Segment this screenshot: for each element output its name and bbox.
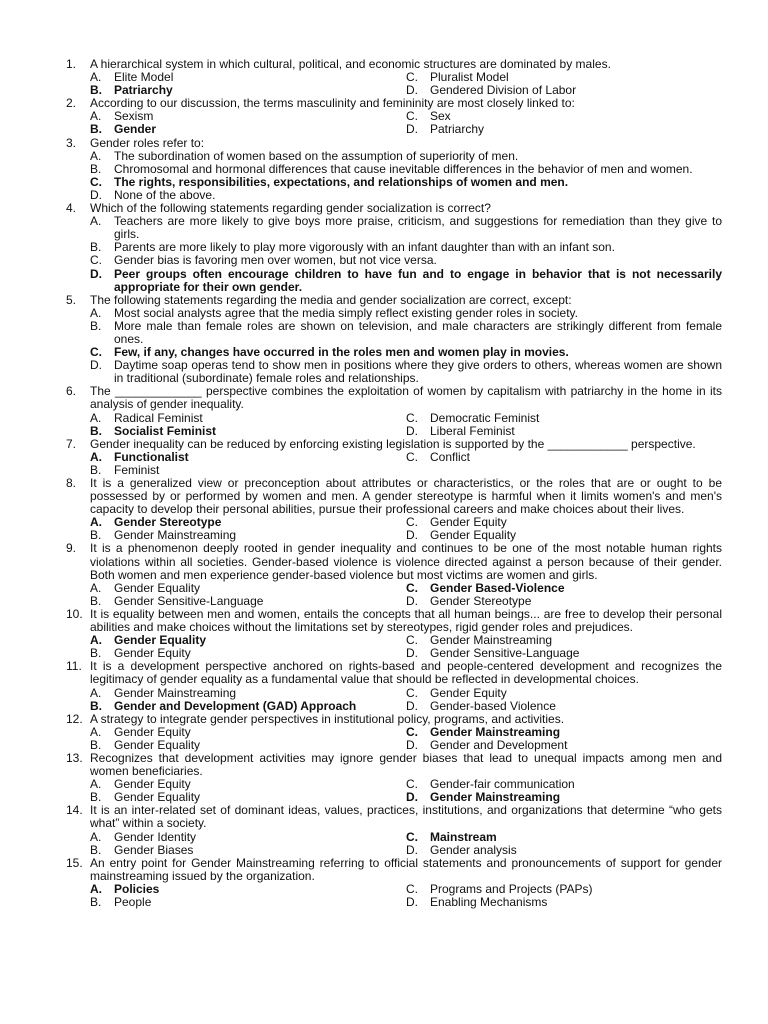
option-letter: A. xyxy=(90,109,102,124)
answer-options xyxy=(90,831,722,857)
option-letter: A. xyxy=(90,685,102,700)
question-number: 9. xyxy=(66,541,77,556)
option-text: Liberal Feminist xyxy=(430,423,515,438)
answer-option-correct xyxy=(406,582,722,595)
option-letter: A. xyxy=(90,633,102,648)
answer-options xyxy=(90,687,722,713)
question-item xyxy=(66,608,722,660)
option-text: Gender-based Violence xyxy=(430,698,556,713)
option-letter: A. xyxy=(90,410,102,425)
answer-options xyxy=(90,215,722,294)
question-body xyxy=(90,58,722,97)
option-letter: C. xyxy=(406,881,418,896)
quiz-document xyxy=(66,58,722,909)
option-letter: A. xyxy=(90,70,102,85)
option-text: Patriarchy xyxy=(430,122,485,137)
option-text: Gender Equity xyxy=(114,724,191,739)
option-letter: B. xyxy=(90,423,102,438)
option-text: Gender Equality xyxy=(114,580,201,595)
option-letter: B. xyxy=(90,842,102,857)
option-letter: A. xyxy=(90,449,102,464)
option-letter: A. xyxy=(90,881,102,896)
question-body xyxy=(90,608,722,660)
answer-options xyxy=(90,582,722,608)
option-text: Gender Based-Violence xyxy=(430,580,565,595)
question-text: The following statements regarding the media and gender socialization are correct, except: xyxy=(90,292,572,307)
question-number: 2. xyxy=(66,96,77,111)
option-text: Gender Sensitive-Language xyxy=(430,646,580,661)
option-text: Gender and Development xyxy=(430,737,568,752)
option-text: Gender Equity xyxy=(430,515,507,530)
answer-options xyxy=(90,778,722,804)
question-body xyxy=(90,752,722,804)
option-text: Most social analysts agree that the media simply reflect existing gender roles in society. xyxy=(114,305,578,320)
option-text: Gender Equity xyxy=(114,646,191,661)
question-item xyxy=(66,660,722,712)
option-letter: B. xyxy=(90,790,102,805)
option-letter: B. xyxy=(90,895,102,909)
option-text: Radical Feminist xyxy=(114,410,203,425)
question-item xyxy=(66,294,722,386)
answer-option xyxy=(406,700,722,713)
option-letter: A. xyxy=(90,580,102,595)
option-letter: C. xyxy=(406,633,418,648)
answer-options xyxy=(90,110,722,136)
option-text: Mainstream xyxy=(430,829,497,844)
question-item xyxy=(66,857,722,909)
option-letter: C. xyxy=(406,777,418,792)
option-text: Gender Equality xyxy=(114,790,201,805)
answer-options xyxy=(90,516,722,542)
question-number: 5. xyxy=(66,292,77,307)
option-text: Gender Equality xyxy=(114,737,201,752)
question-item xyxy=(66,542,722,607)
question-number: 7. xyxy=(66,436,77,451)
option-text: Gender Mainstreaming xyxy=(430,790,561,805)
option-letter: A. xyxy=(90,724,102,739)
question-body xyxy=(90,294,722,386)
option-letter: C. xyxy=(406,449,418,464)
option-text: Parents are more likely to play more vigorously with an infant daughter than with an infant son. xyxy=(114,240,615,255)
option-letter: A. xyxy=(90,829,102,844)
question-body xyxy=(90,804,722,856)
question-body xyxy=(90,438,722,477)
option-letter: D. xyxy=(406,528,418,543)
answer-option xyxy=(90,582,406,595)
option-letter: C. xyxy=(406,515,418,530)
answer-option xyxy=(90,150,722,163)
question-number: 14. xyxy=(66,803,83,818)
question-item xyxy=(66,385,722,437)
option-letter: A. xyxy=(90,148,102,163)
question-item xyxy=(66,438,722,477)
option-text: Daytime soap operas tend to show men in positions where they give orders to others, whereas women are shown in traditional (subordinate) female roles and relationships. xyxy=(114,358,722,386)
option-text: Programs and Projects (PAPs) xyxy=(430,881,593,896)
question-item xyxy=(66,58,722,97)
question-text: Recognizes that development activities may ignore gender biases that lead to unequal impacts among men and women beneficiaries. xyxy=(90,750,722,779)
option-text: Gender Stereotype xyxy=(114,515,222,530)
option-text: Gender Identity xyxy=(114,829,197,844)
option-text: Policies xyxy=(114,881,160,896)
question-number: 3. xyxy=(66,135,77,150)
option-letter: C. xyxy=(406,829,418,844)
answer-option-correct xyxy=(406,726,722,739)
answer-option xyxy=(90,359,722,385)
answer-option xyxy=(90,320,722,346)
option-text: Pluralist Model xyxy=(430,70,509,85)
option-text: Gender and Development (GAD) Approach xyxy=(114,698,357,713)
option-text: Gender Mainstreaming xyxy=(430,633,553,648)
option-text: Enabling Mechanisms xyxy=(430,895,548,909)
question-body xyxy=(90,660,722,712)
option-letter: B. xyxy=(90,462,102,477)
option-text: More male than female roles are shown on television, and male characters are strikingly different from female ones. xyxy=(114,318,722,346)
option-letter: B. xyxy=(90,240,102,255)
option-text: Patriarchy xyxy=(114,83,173,98)
answer-options xyxy=(90,307,722,386)
question-item xyxy=(66,477,722,542)
option-letter: D. xyxy=(406,790,418,805)
question-text: A hierarchical system in which cultural, political, and economic structures are dominated by males. xyxy=(90,57,611,71)
option-letter: D. xyxy=(90,358,102,373)
option-text: Gender Mainstreaming xyxy=(114,528,237,543)
option-letter: B. xyxy=(90,646,102,661)
option-letter: C. xyxy=(90,253,102,268)
option-letter: B. xyxy=(90,737,102,752)
answer-option-correct xyxy=(90,425,406,438)
question-body xyxy=(90,97,722,136)
option-letter: D. xyxy=(406,646,418,661)
answer-option xyxy=(90,412,406,425)
question-text: Gender inequality can be reduced by enforcing existing legislation is supported by the ____________ perspective. xyxy=(90,436,696,451)
option-text: Gender analysis xyxy=(430,842,517,857)
answer-options xyxy=(90,150,722,202)
option-text: Socialist Feminist xyxy=(114,423,217,438)
answer-option xyxy=(90,215,722,241)
option-text: The subordination of women based on the assumption of superiority of men. xyxy=(114,148,519,163)
option-letter: A. xyxy=(90,214,102,229)
option-text: Gender Sensitive-Language xyxy=(114,593,264,608)
option-letter: B. xyxy=(90,593,102,608)
question-text: It is a phenomenon deeply rooted in gender inequality and continues to be one of the most notable human rights violations within all societies. Gender-based violence is violence directed against a person because of their gender. Both women and men experience gender-based violence but most victims are women and girls. xyxy=(90,541,722,582)
question-number: 1. xyxy=(66,57,77,71)
option-text: Peer groups often encourage children to have fun and to engage in behavior that is not necessarily appropriate for their own gender. xyxy=(114,266,722,294)
question-number: 13. xyxy=(66,750,83,765)
option-text: Gender bias is favoring men over women, but not vice versa. xyxy=(114,253,437,268)
option-text: Teachers are more likely to give boys more praise, criticism, and suggestions for remediation than they give to girls. xyxy=(114,214,722,242)
option-letter: C. xyxy=(406,410,418,425)
question-text: An entry point for Gender Mainstreaming referring to official statements and pronouncements of support for gender mainstreaming issued by the organization. xyxy=(90,855,722,883)
option-text: Gendered Division of Labor xyxy=(430,83,577,98)
option-letter: A. xyxy=(90,777,102,792)
answer-option xyxy=(90,307,722,320)
option-letter: B. xyxy=(90,528,102,543)
option-letter: D. xyxy=(90,187,102,202)
option-letter: D. xyxy=(406,842,418,857)
question-text: It is an inter-related set of dominant ideas, values, practices, institutions, and organizations that determine “who gets what” within a society. xyxy=(90,803,722,831)
option-text: Elite Model xyxy=(114,70,174,85)
answer-option xyxy=(90,595,406,608)
option-letter: C. xyxy=(406,580,418,595)
question-body xyxy=(90,477,722,542)
question-number: 10. xyxy=(66,606,83,621)
question-item xyxy=(66,752,722,804)
option-letter: B. xyxy=(90,83,102,98)
option-text: None of the above. xyxy=(114,187,216,202)
option-letter: C. xyxy=(90,345,102,360)
option-text: Functionalist xyxy=(114,449,189,464)
option-letter: C. xyxy=(406,109,418,124)
option-text: Few, if any, changes have occurred in the roles men and women play in movies. xyxy=(114,345,569,360)
answer-option xyxy=(90,896,406,909)
answer-option xyxy=(406,412,722,425)
answer-option xyxy=(406,425,722,438)
option-letter: B. xyxy=(90,161,102,176)
option-letter: D. xyxy=(406,698,418,713)
answer-option-correct xyxy=(406,831,722,844)
option-letter: D. xyxy=(406,423,418,438)
answer-option xyxy=(406,123,722,136)
question-text: The _____________ perspective combines the exploitation of women by capitalism with patriarchy in the home in its analysis of gender inequality. xyxy=(90,384,722,412)
question-text: It is equality between men and women, entails the concepts that all human beings... are free to develop their personal abilities and make choices without the limitations set by stereotypes, rigid gender roles and prejudices. xyxy=(90,606,722,635)
option-text: Gender Mainstreaming xyxy=(114,685,237,700)
question-body xyxy=(90,202,722,294)
answer-option xyxy=(90,726,406,739)
option-letter: B. xyxy=(90,698,102,713)
option-letter: B. xyxy=(90,318,102,333)
option-letter: C. xyxy=(406,70,418,85)
answer-option xyxy=(406,844,722,857)
question-number: 6. xyxy=(66,384,77,399)
option-text: Conflict xyxy=(430,449,471,464)
option-letter: C. xyxy=(90,174,102,189)
option-letter: D. xyxy=(406,737,418,752)
answer-option xyxy=(406,687,722,700)
question-body xyxy=(90,857,722,909)
question-text: It is a generalized view or preconception about attributes or characteristics, or the roles that are or ought to be possessed by or performed by women and men. A gender stereotype is harmful when it limits women's and men's capacity to develop their personal abilities, pursue their professional careers and make choices about their lives. xyxy=(90,476,722,517)
option-letter: B. xyxy=(90,122,102,137)
option-letter: D. xyxy=(90,266,102,281)
answer-option xyxy=(90,831,406,844)
option-text: Sex xyxy=(430,109,451,124)
question-item xyxy=(66,804,722,856)
question-text: Which of the following statements regarding gender socialization is correct? xyxy=(90,201,491,216)
question-body xyxy=(90,137,722,202)
option-letter: D. xyxy=(406,83,418,98)
answer-option xyxy=(90,739,406,752)
option-text: Democratic Feminist xyxy=(430,410,540,425)
option-text: Gender xyxy=(114,122,157,137)
option-text: Chromosomal and hormonal differences that cause inevitable differences in the behavior of men and women. xyxy=(114,161,693,176)
question-number: 8. xyxy=(66,476,77,490)
option-text: Feminist xyxy=(114,462,160,477)
option-letter: A. xyxy=(90,305,102,320)
question-item xyxy=(66,137,722,202)
answer-option-correct xyxy=(90,700,406,713)
question-text: Gender roles refer to: xyxy=(90,135,205,150)
question-item xyxy=(66,202,722,294)
answer-options xyxy=(90,883,722,909)
answer-option xyxy=(406,896,722,909)
answer-options xyxy=(90,412,722,438)
answer-option xyxy=(406,451,722,464)
question-text: It is a development perspective anchored on rights-based and people-centered development and recognizes the legitimacy of gender equality as a fundamental value that should be reflected in developmental choices. xyxy=(90,659,722,687)
option-text: Gender Equality xyxy=(114,633,207,648)
question-text: According to our discussion, the terms masculinity and femininity are most closely linked to: xyxy=(90,96,575,111)
answer-options xyxy=(90,71,722,97)
option-text: Sexism xyxy=(114,109,154,124)
option-text: Gender Equality xyxy=(430,528,517,543)
question-text: A strategy to integrate gender perspectives in institutional policy, programs, and activities. xyxy=(90,711,565,726)
answer-option xyxy=(90,844,406,857)
option-letter: D. xyxy=(406,122,418,137)
answer-options xyxy=(90,726,722,752)
answer-option xyxy=(90,254,722,267)
answer-option xyxy=(406,595,722,608)
question-number: 15. xyxy=(66,855,83,870)
question-item xyxy=(66,713,722,752)
answer-option-correct xyxy=(90,176,722,189)
answer-options xyxy=(90,451,722,477)
answer-option xyxy=(90,687,406,700)
option-text: Gender Biases xyxy=(114,842,194,857)
question-body xyxy=(90,713,722,752)
question-number: 11. xyxy=(66,659,82,674)
answer-option-correct xyxy=(90,123,406,136)
option-letter: D. xyxy=(406,593,418,608)
option-text: Gender Equity xyxy=(114,777,191,792)
answer-option xyxy=(90,163,722,176)
option-text: Gender Stereotype xyxy=(430,593,532,608)
question-number: 12. xyxy=(66,711,83,726)
option-letter: A. xyxy=(90,515,102,530)
option-letter: C. xyxy=(406,685,418,700)
question-item xyxy=(66,97,722,136)
answer-option-correct xyxy=(90,451,406,464)
answer-option xyxy=(406,739,722,752)
option-text: Gender-fair communication xyxy=(430,777,575,792)
answer-options xyxy=(90,634,722,660)
option-text: The rights, responsibilities, expectations, and relationships of women and men. xyxy=(114,174,569,189)
question-body xyxy=(90,542,722,607)
option-text: Gender Mainstreaming xyxy=(430,724,561,739)
answer-option-correct xyxy=(90,268,722,294)
option-text: Gender Equity xyxy=(430,685,507,700)
option-letter: D. xyxy=(406,895,418,909)
question-body xyxy=(90,385,722,437)
option-text: People xyxy=(114,895,152,909)
option-letter: C. xyxy=(406,724,418,739)
question-number: 4. xyxy=(66,201,77,216)
